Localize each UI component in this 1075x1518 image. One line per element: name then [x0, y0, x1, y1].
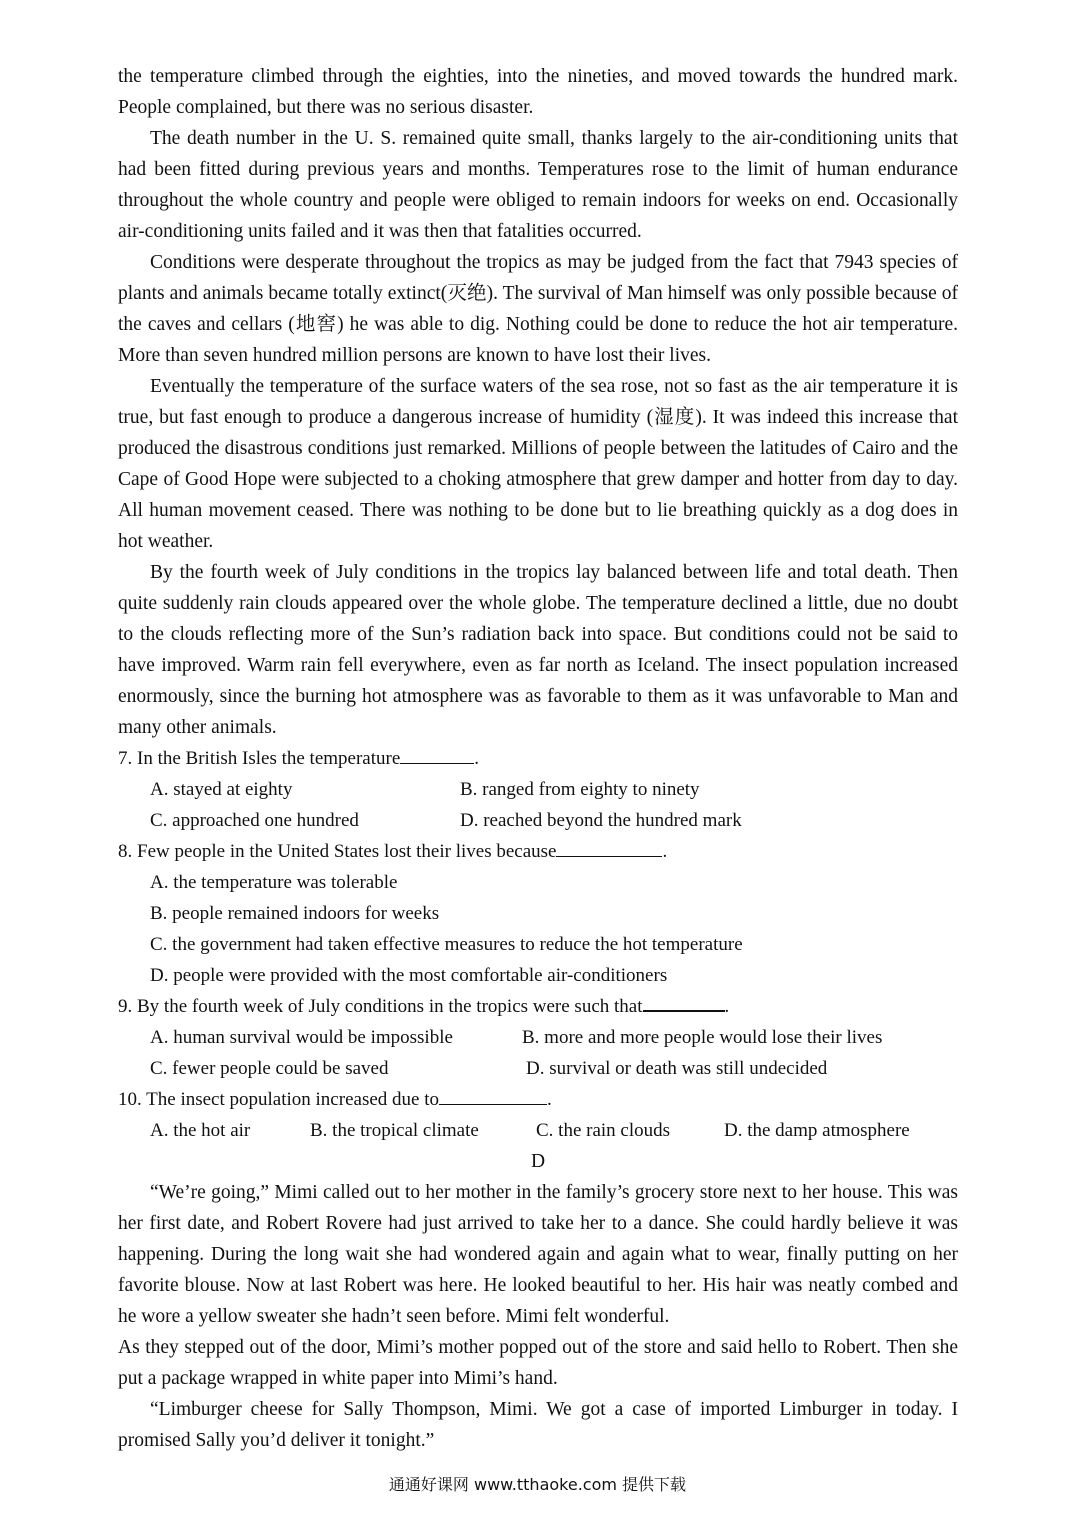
- option-row: [118, 774, 958, 805]
- passage-paragraph: “Limburger cheese for Sally Thompson, Mimi. We got a case of imported Limburger in today. I promised Sally you’d deliver it tonight.”: [118, 1399, 958, 1451]
- option-d: D. reached beyond the hundred mark: [460, 810, 742, 831]
- question-stem: 8. Few people in the United States lost their lives because .: [118, 836, 958, 867]
- answer-blank: [643, 992, 725, 1012]
- option-a: A. stayed at eighty: [150, 779, 293, 800]
- option-d: D. people were provided with the most comfortable air-conditioners: [150, 965, 668, 986]
- option-row: [118, 1115, 958, 1146]
- passage-paragraph: Conditions were desperate throughout the tropics as may be judged from the fact that 7943 species of plants and animals became totally extinct(灭绝). The survival of Man himself was only possible because of the caves and cellars (地窖) he was able to dig. Nothing could be done to reduce the hot air temperature. More than seven hundred million persons are known to have lost their lives.: [118, 252, 958, 366]
- option-a: A. human survival would be impossible: [150, 1027, 453, 1048]
- passage-paragraph: The death number in the U. S. remained quite small, thanks largely to the air-conditioning units that had been fitted during previous years and months. Temperatures rose to the limit of human endurance throughout the whole country and people were obliged to remain indoors for weeks on end. Occasionally air-conditioning units failed and it was then that fatalities occurred.: [118, 128, 958, 242]
- passage-paragraph: By the fourth week of July conditions in the tropics lay balanced between life and total death. Then quite suddenly rain clouds appeared over the whole globe. The temperature declined a little, due no doubt to the clouds reflecting more of the Sun’s radiation back into space. But conditions could not be said to have improved. Warm rain fell everywhere, even as far north as Iceland. The insect population increased enormously, since the burning hot atmosphere was as favorable to them as it was unfavorable to Man and many other animals.: [118, 562, 958, 738]
- option-b: B. more and more people would lose their lives: [522, 1027, 883, 1048]
- question-10: [118, 1084, 958, 1146]
- option-a: A. the hot air: [150, 1120, 251, 1141]
- option-row: [118, 1053, 958, 1084]
- question-stem: 10. The insect population increased due to .: [118, 1084, 958, 1115]
- passage-paragraph: the temperature climbed through the eighties, into the nineties, and moved towards the hundred mark. People complained, but there was no serious disaster.: [118, 66, 958, 118]
- page-footer: 通通好课网 www.tthaoke.com 提供下载: [388, 1475, 687, 1494]
- option-d: D. survival or death was still undecided: [526, 1058, 828, 1079]
- answer-blank: [556, 838, 662, 857]
- question-7: [118, 743, 958, 836]
- option-b: B. people remained indoors for weeks: [150, 903, 440, 924]
- question-8: [118, 836, 958, 991]
- passage-paragraph: As they stepped out of the door, Mimi’s mother popped out of the store and said hello to Robert. Then she put a package wrapped in white paper into Mimi’s hand.: [118, 1337, 958, 1389]
- option-c: C. fewer people could be saved: [150, 1058, 389, 1079]
- document-page: [118, 61, 958, 1456]
- option-b: B. ranged from eighty to ninety: [460, 779, 700, 800]
- question-9: [118, 991, 958, 1084]
- option-c: C. the government had taken effective measures to reduce the hot temperature: [150, 934, 743, 955]
- option-c: C. approached one hundred: [150, 810, 359, 831]
- passage-paragraph: “We’re going,” Mimi called out to her mother in the family’s grocery store next to her house. This was her first date, and Robert Rovere had just arrived to take her to a dance. She could hardly believe it was happening. During the long wait she had wondered again and again what to wear, finally putting on her favorite blouse. Now at last Robert was here. He looked beautiful to her. His hair was neatly combed and he wore a yellow sweater she hadn’t seen before. Mimi felt wonderful.: [118, 1182, 958, 1327]
- question-stem: 7. In the British Isles the temperature .: [118, 743, 958, 774]
- question-stem: 9. By the fourth week of July conditions in the tropics were such that .: [118, 991, 958, 1022]
- answer-blank: [439, 1086, 547, 1105]
- option-row: [118, 805, 958, 836]
- option-b: B. the tropical climate: [310, 1120, 479, 1141]
- section-label: D: [530, 1151, 546, 1172]
- option-a: A. the temperature was tolerable: [150, 872, 398, 893]
- option-row: [118, 1022, 958, 1053]
- option-c: C. the rain clouds: [536, 1120, 671, 1141]
- passage-paragraph: Eventually the temperature of the surface waters of the sea rose, not so fast as the air temperature it is true, but fast enough to produce a dangerous increase of humidity (湿度). It was indeed this increase that produced the disastrous conditions just remarked. Millions of people between the latitudes of Cairo and the Cape of Good Hope were subjected to a choking atmosphere that grew damper and hotter from day to day. All human movement ceased. There was nothing to be done but to lie breathing quickly as a dog does in hot weather.: [118, 376, 958, 552]
- option-d: D. the damp atmosphere: [724, 1120, 910, 1141]
- answer-blank: [400, 745, 474, 764]
